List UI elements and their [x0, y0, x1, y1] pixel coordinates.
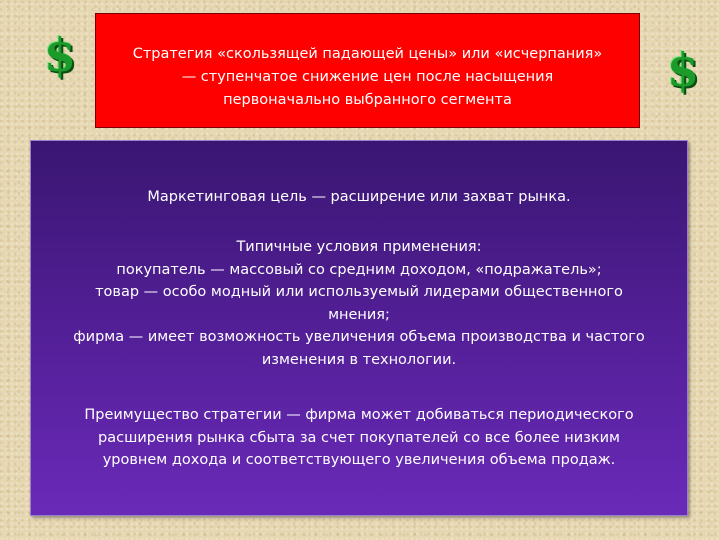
conditions-paragraph [31, 236, 687, 371]
title-line-1: Стратегия «скользящей падающей цены» или «исчерпания» [132, 46, 603, 62]
advantage-line-3: уровнем дохода и соответствующего увеличения объема продаж. [102, 452, 616, 468]
advantage-line-1: Преимущество стратегии — фирма может добиваться периодического [84, 407, 634, 423]
title-box [95, 13, 640, 128]
dollar-sign-icon-right: $ [666, 43, 699, 97]
marketing-goal-paragraph [31, 186, 687, 209]
conditions-line-2: покупатель — массовый со средним доходом, «подражатель»; [116, 261, 602, 278]
content-box [30, 140, 688, 516]
advantage-paragraph [31, 404, 687, 472]
title-line-2: — ступенчатое снижение цен после насыщения [181, 69, 554, 85]
conditions-line-1: Типичные условия применения: [236, 239, 482, 255]
advantage-line-2: расширения рынка сбыта за счет покупателей со все более низким [98, 429, 620, 446]
dollar-sign-icon-left: $ [43, 28, 76, 82]
conditions-line-5: фирма — имеет возможность увеличения объема производства и частого [73, 329, 645, 345]
conditions-line-3: товар — особо модный или используемый лидерами общественного [95, 284, 623, 300]
goal-text: Маркетинговая цель — расширение или захват рынка. [147, 189, 571, 205]
conditions-line-6: изменения в технологии. [261, 351, 457, 368]
conditions-line-4: мнения; [328, 306, 390, 323]
title-line-3: первоначально выбранного сегмента [223, 92, 512, 108]
